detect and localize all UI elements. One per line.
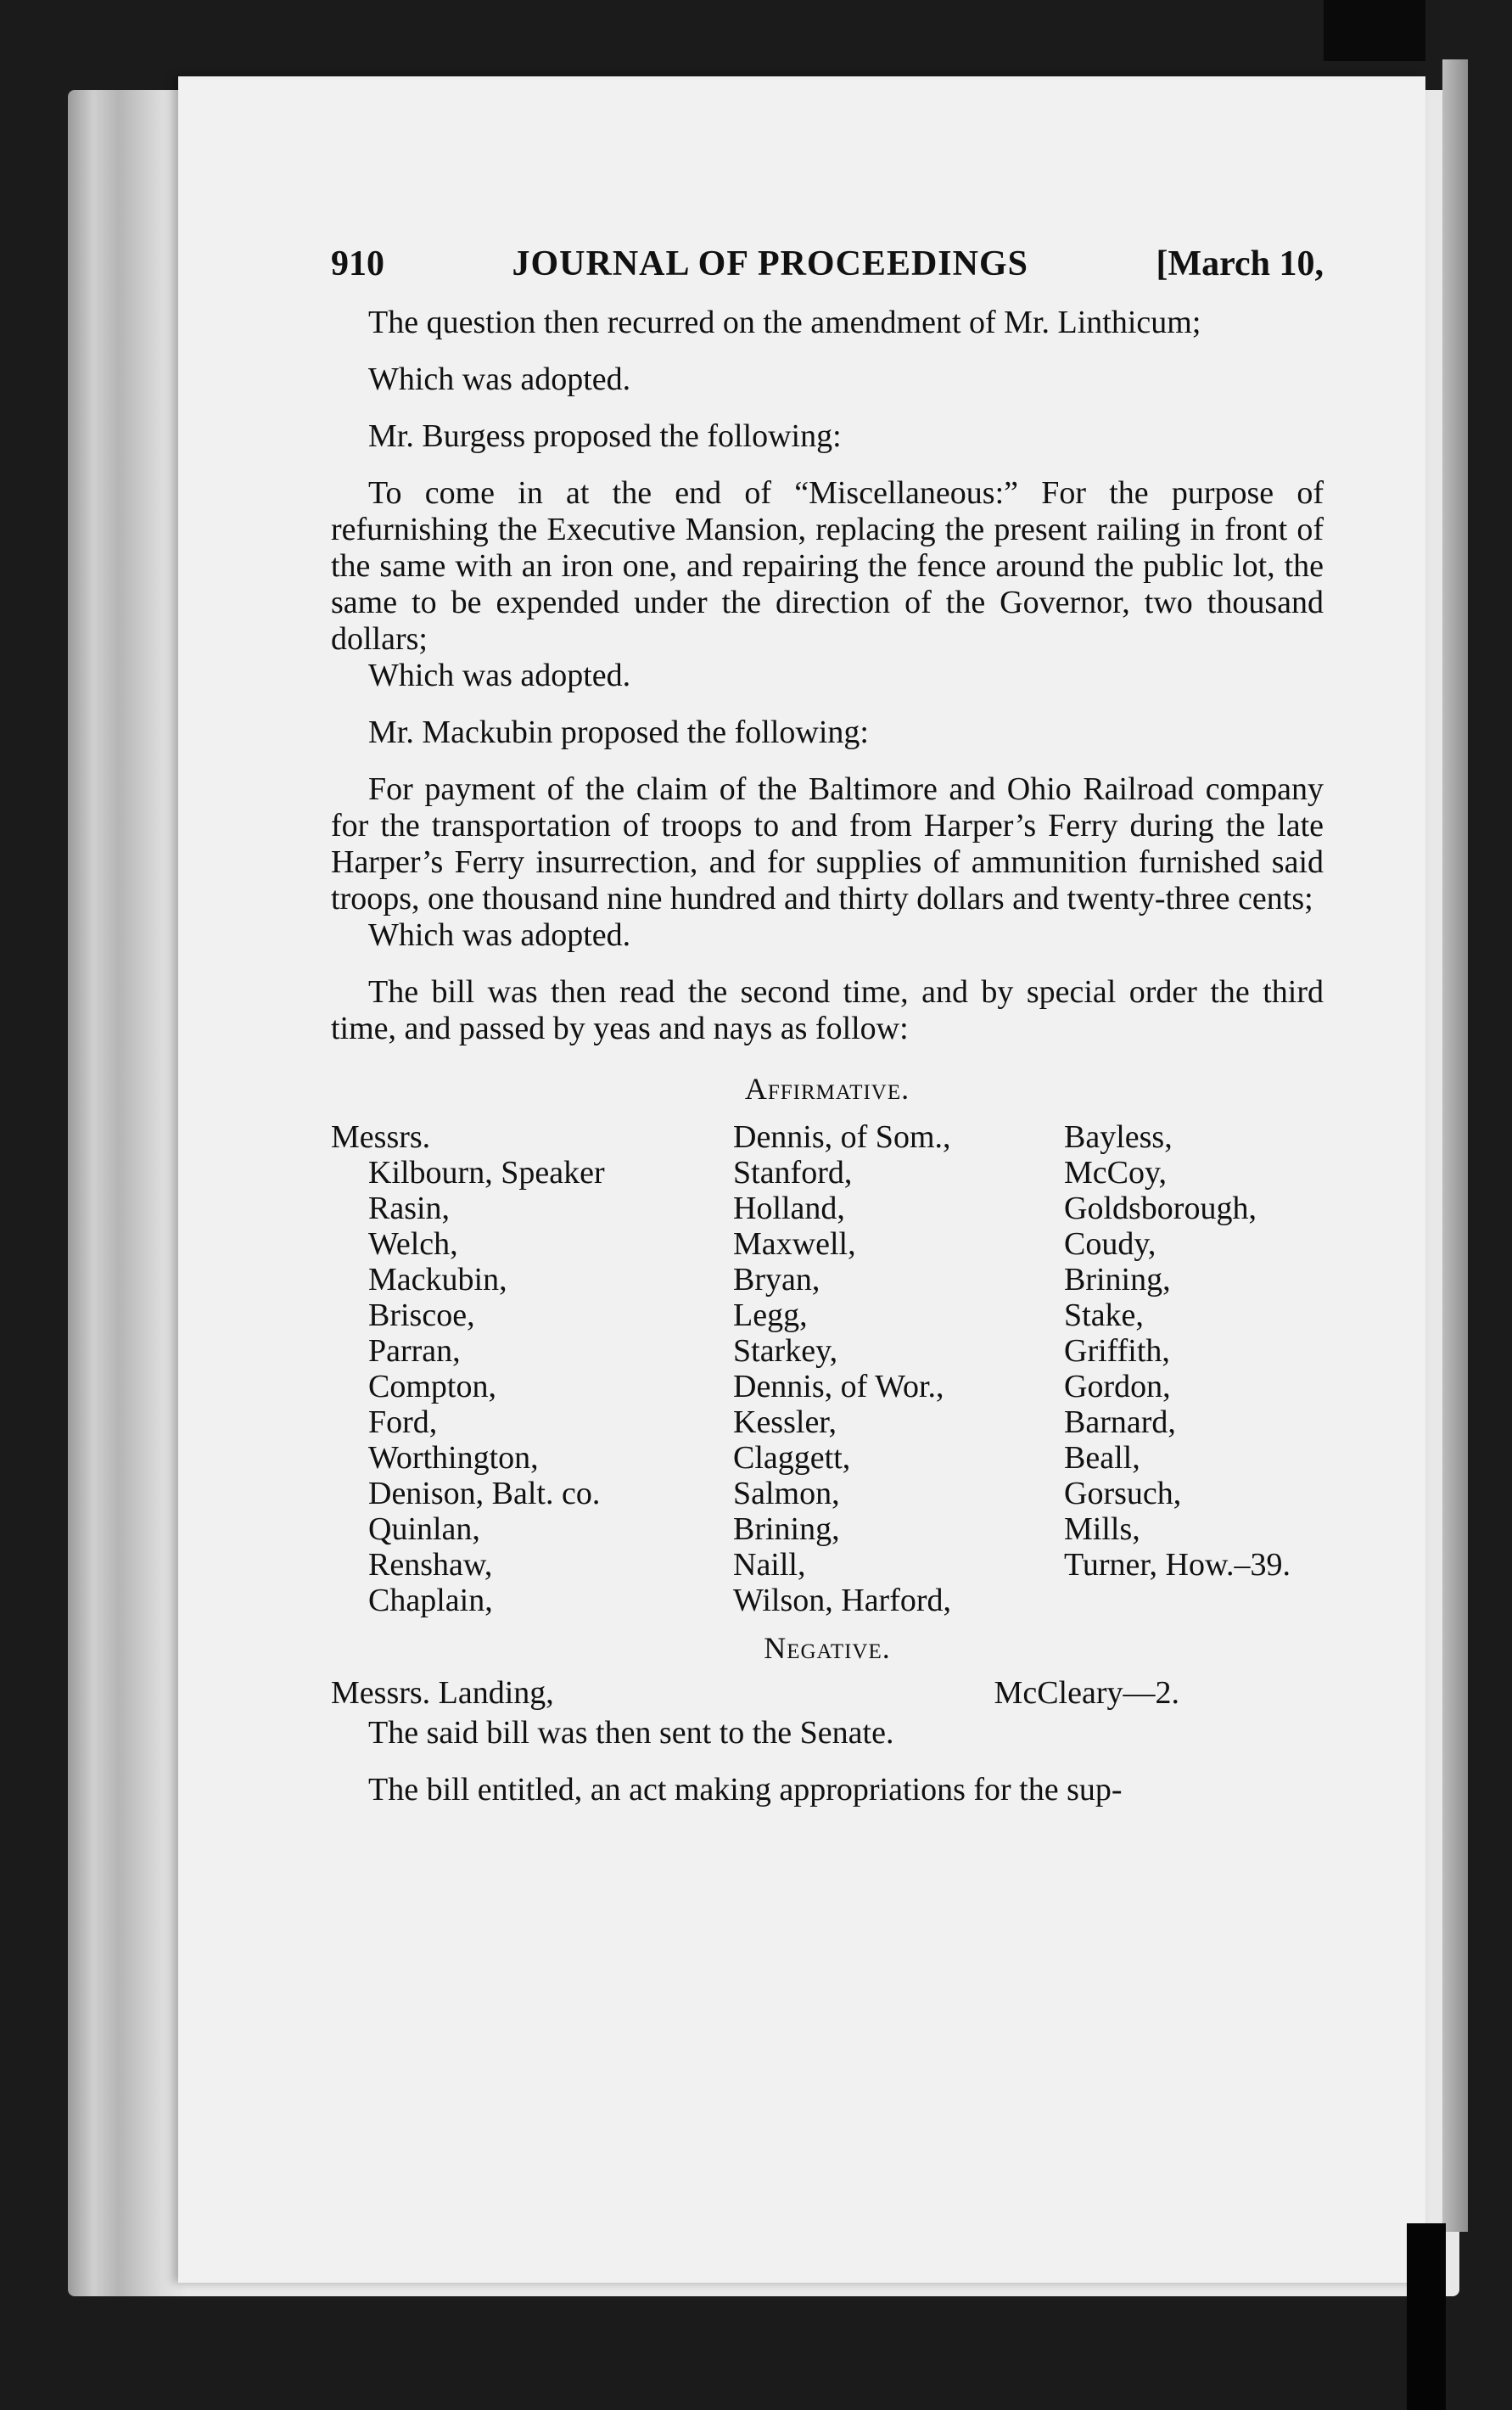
- member-name: Mills,: [1064, 1511, 1140, 1547]
- paragraph: Which was adopted.: [368, 658, 631, 693]
- member-name: Rasin,: [368, 1191, 451, 1226]
- paragraph: The bill was then read the second time, and by special order the third time, and passed by yeas and nays as follow:: [331, 974, 1324, 1046]
- book-spine-edge: [1442, 59, 1468, 2232]
- member-name: Mackubin,: [368, 1262, 507, 1297]
- member-name: Maxwell,: [733, 1226, 856, 1262]
- member-name: Compton,: [368, 1369, 496, 1404]
- vote-row: [331, 1226, 1324, 1262]
- member-name: Brining,: [733, 1511, 840, 1547]
- paragraph: Mr. Burgess proposed the following:: [368, 418, 842, 454]
- vote-row: [331, 1476, 1324, 1511]
- vote-row: [331, 1191, 1324, 1226]
- member-name: Starkey,: [733, 1333, 838, 1369]
- member-name: Kessler,: [733, 1404, 837, 1440]
- member-name: Dennis, of Som.,: [733, 1119, 951, 1155]
- messrs-label: Messrs.: [331, 1119, 431, 1155]
- member-name: Barnard,: [1064, 1404, 1176, 1440]
- member-name: Renshaw,: [368, 1547, 493, 1583]
- paragraph: To come in at the end of “Miscellaneous:” For the purpose of refurnishing the Executive Mansion, replacing the present railing in front of the same with an iron one, and repairing the fence around the public lot, the same to be expended under the direction of the Governor, two thousand dollars;: [331, 475, 1324, 657]
- member-name: Goldsborough,: [1064, 1191, 1257, 1226]
- vote-row: [331, 1583, 1324, 1618]
- page-content: [331, 246, 1324, 1829]
- journal-title: JOURNAL OF PROCEEDINGS: [512, 244, 1028, 283]
- paragraph: The question then recurred on the amendment of Mr. Linthicum;: [368, 305, 1201, 340]
- paragraph: Which was adopted.: [368, 917, 631, 953]
- affirmative-vote-table: [331, 1119, 1324, 1618]
- member-name: Gorsuch,: [1064, 1476, 1182, 1511]
- bookmark-tab: [1324, 0, 1425, 61]
- member-name: Beall,: [1064, 1440, 1140, 1476]
- member-name: Holland,: [733, 1191, 845, 1226]
- member-name: Salmon,: [733, 1476, 840, 1511]
- affirmative-heading: Affirmative.: [744, 1072, 910, 1106]
- vote-row: [331, 1369, 1324, 1404]
- vote-row: [331, 1119, 1324, 1155]
- member-name: Kilbourn, Speaker: [368, 1155, 605, 1191]
- member-name: Welch,: [368, 1226, 458, 1262]
- vote-row: [331, 1155, 1324, 1191]
- member-name: Bryan,: [733, 1262, 820, 1297]
- member-name: McCoy,: [1064, 1155, 1168, 1191]
- member-name: Briscoe,: [368, 1297, 475, 1333]
- paragraph: For payment of the claim of the Baltimore and Ohio Railroad company for the transportation of troops to and from Harper’s Ferry during the late Harper’s Ferry insurrection, and for supplies of ammunition furnished said troops, one thousand nine hundred and thirty dollars and twenty-three cents;: [331, 771, 1324, 916]
- vote-row: [331, 1440, 1324, 1476]
- member-name: Gordon,: [1064, 1369, 1171, 1404]
- book-page: [178, 76, 1425, 2283]
- member-name: Turner, How.–39.: [1064, 1547, 1291, 1583]
- member-name: Worthington,: [368, 1440, 539, 1476]
- member-name: Bayless,: [1064, 1119, 1173, 1155]
- vote-row: [331, 1262, 1324, 1297]
- member-name: Parran,: [368, 1333, 461, 1369]
- member-name: Ford,: [368, 1404, 438, 1440]
- negative-heading: Negative.: [764, 1631, 891, 1665]
- bookmark-ribbon: [1407, 2223, 1446, 2410]
- negative-votes: [331, 1675, 1324, 1712]
- member-name: Wilson, Harford,: [733, 1583, 952, 1618]
- member-name: Dennis, of Wor.,: [733, 1369, 944, 1404]
- vote-row: [331, 1333, 1324, 1369]
- page-number: 910: [331, 244, 384, 283]
- vote-row: [331, 1511, 1324, 1547]
- paragraph: Which was adopted.: [368, 362, 631, 397]
- paragraph: Mr. Mackubin proposed the following:: [368, 715, 869, 750]
- vote-row: [331, 1297, 1324, 1333]
- paragraph: The said bill was then sent to the Senate.: [368, 1715, 894, 1751]
- negative-left: Messrs. Landing,: [331, 1675, 554, 1711]
- negative-right: McCleary—2.: [994, 1675, 1179, 1711]
- member-name: Stake,: [1064, 1297, 1144, 1333]
- member-name: Claggett,: [733, 1440, 851, 1476]
- vote-row: [331, 1404, 1324, 1440]
- member-name: Coudy,: [1064, 1226, 1156, 1262]
- paragraph: The bill entitled, an act making appropriations for the sup-: [368, 1772, 1123, 1808]
- member-name: Stanford,: [733, 1155, 853, 1191]
- member-name: Naill,: [733, 1547, 806, 1583]
- member-name: Griffith,: [1064, 1333, 1170, 1369]
- member-name: Legg,: [733, 1297, 808, 1333]
- running-head: [331, 246, 1324, 283]
- header-date: [March 10,: [1156, 244, 1324, 283]
- member-name: Quinlan,: [368, 1511, 480, 1547]
- member-name: Brining,: [1064, 1262, 1171, 1297]
- member-name: Chaplain,: [368, 1583, 493, 1618]
- member-name: Denison, Balt. co.: [368, 1476, 601, 1511]
- vote-row: [331, 1547, 1324, 1583]
